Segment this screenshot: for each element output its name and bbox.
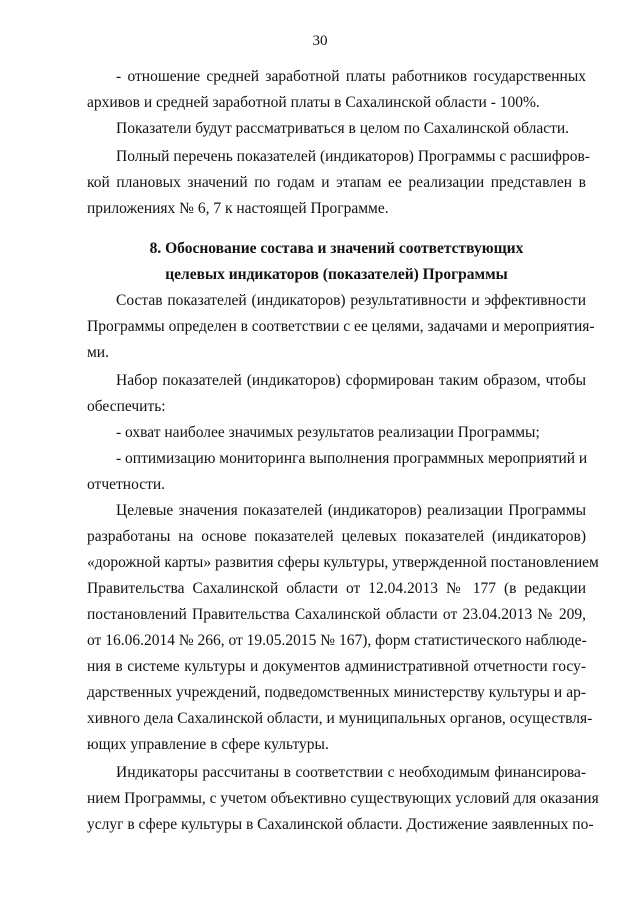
text-line: нием Программы, с учетом объективно существующих условий для оказания [87,790,599,807]
text-line: архивов и средней заработной платы в Сахалинской области - 100%. [87,94,540,111]
text-line: Состав показателей (индикаторов) результативности и эффективности [116,292,586,309]
section-heading: 8. Обоснование состава и значений соответствующих [149,240,524,257]
text-line: ми. [87,344,109,361]
text-line: Индикаторы рассчитаны в соответствии с необходимым финансирова- [116,764,586,781]
text-line: «дорожной карты» развития сферы культуры, утвержденной постановлением [87,554,599,571]
text-line: дарственных учреждений, подведомственных министерству культуры и ар- [87,684,586,701]
text-line: постановлений Правительства Сахалинской области от 23.04.2013 № 209, [87,606,586,623]
text-line: Полный перечень показателей (индикаторов) Программы с расшифров- [116,148,590,165]
text-line: приложениях № 6, 7 к настоящей Программе. [87,200,389,217]
text-line: услуг в сфере культуры в Сахалинской области. Достижение заявленных по- [87,816,594,833]
text-line: разработаны на основе показателей целевых показателей (индикаторов) [87,528,586,545]
text-line: отчетности. [87,476,166,493]
text-line: Показатели будут рассматриваться в целом по Сахалинской области. [116,120,570,137]
text-line: - отношение средней заработной платы работников государственных [116,68,586,85]
section-heading: целевых индикаторов (показателей) Программы [165,266,508,283]
text-line: ния в системе культуры и документов административной отчетности госу- [87,658,586,675]
text-line: ющих управление в сфере культуры. [87,736,329,753]
text-line: от 16.06.2014 № 266, от 19.05.2015 № 167), форм статистического наблюде- [87,632,587,649]
text-line: Целевые значения показателей (индикаторов) реализации Программы [116,502,586,519]
text-line: Программы определен в соответствии с ее целями, задачами и мероприятия- [87,318,595,335]
text-line: Правительства Сахалинской области от 12.04.2013 № 177 (в редакции [87,580,586,597]
text-line: - охват наиболее значимых результатов реализации Программы; [116,424,540,441]
text-line: хивного дела Сахалинской области, и муниципальных органов, осуществля- [87,710,593,727]
page-number: 30 [312,33,328,49]
text-line: кой плановых значений по годам и этапам ее реализации представлен в [87,174,586,191]
text-line: - оптимизацию мониторинга выполнения программных мероприятий и [116,450,588,467]
text-line: Набор показателей (индикаторов) сформирован таким образом, чтобы [116,372,586,389]
text-line: обеспечить: [87,398,166,415]
